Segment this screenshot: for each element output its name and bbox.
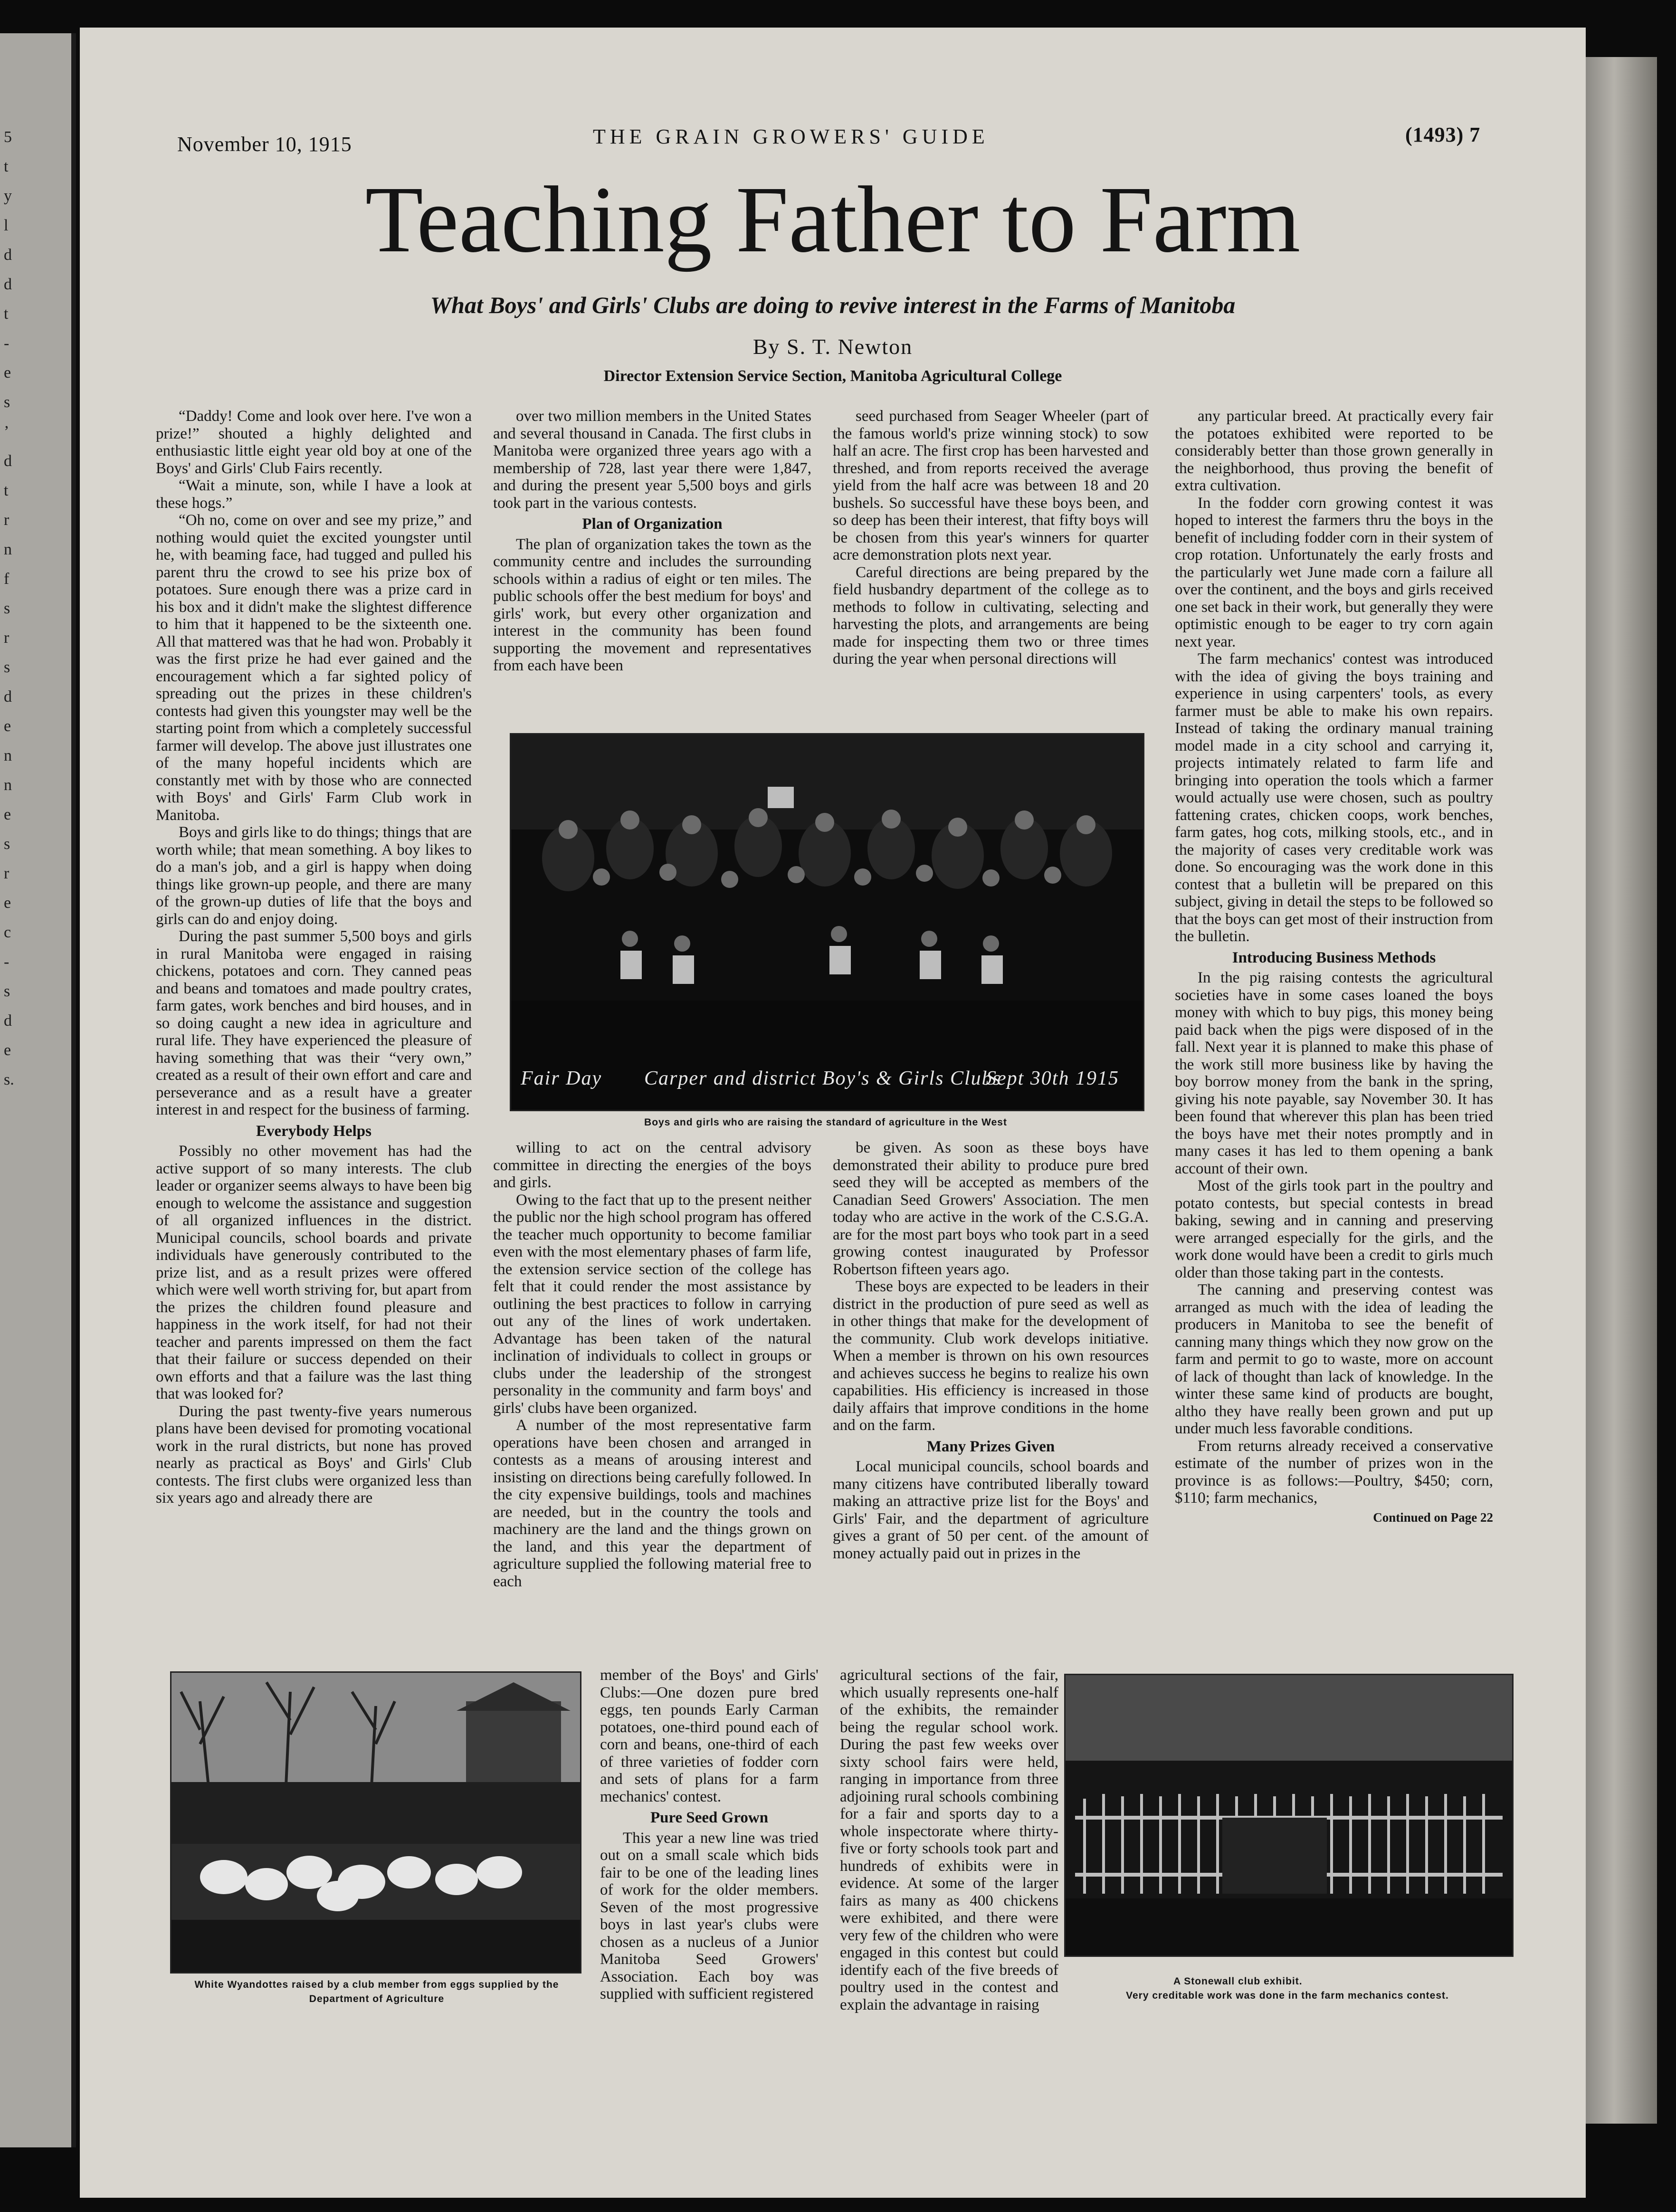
article-column-2-lower	[493, 1139, 811, 1667]
chickens-image	[171, 1673, 580, 1972]
paragraph: over two million members in the United States and several thousand in Canada. The first clubs in Manitoba were organized three years ago with a membership of 728, last year there were 1,847, and during the present year 5,500 boys and girls took part in the various contests.	[493, 408, 811, 512]
adjacent-page-fragment: n	[4, 541, 12, 558]
paragraph: member of the Boys' and Girls' Clubs:—One dozen pure bred eggs, ten pounds Early Carman potatoes, one-third pound each of corn and beans, one-third of each of three varieties of fodder corn and sets of plans for a farm mechanics' contest.	[600, 1667, 819, 1805]
paragraph: any particular breed. At practically every fair the potatoes exhibited were reported to be considerably better than those grown generally in the neighborhood, thus proving the benefit of extra cultivation.	[1175, 408, 1493, 494]
headline: Teaching Father to Farm	[365, 167, 1301, 272]
paragraph: seed purchased from Seager Wheeler (part of the famous world's prize winning stock) to sow half an acre. The first crop has been harvested and threshed, and from reports received the average yield from the half acre was between 18 and 20 bushels. So successful have these boys been, and so deep has been their interest, that fifty boys will be chosen from this year's winners for quarter acre demonstration plots next year.	[833, 408, 1149, 563]
section-heading: Plan of Organization	[582, 515, 723, 533]
adjacent-page-fragment: ’	[4, 423, 10, 440]
paragraph: Most of the girls took part in the poultry and potato contests, but special contests in bread baking, sewing and in canning and preserving were arranged especially for the girls, and the work done would have been a credit to girls much older than those taking part in the contests.	[1175, 1177, 1493, 1281]
paragraph: Local municipal councils, school boards and many citizens have contributed liberally toward making an attractive prize list for the Boys' and Girls' Fair, and the department of agriculture gives a grant of 50 per cent. of the amount of money actually paid out in prizes in the	[833, 1458, 1149, 1562]
adjacent-page-fragment: r	[4, 629, 10, 647]
issue-date: November 10, 1915	[177, 133, 352, 156]
adjacent-page-fragment: f	[4, 570, 10, 588]
adjacent-page-fragment: r	[4, 511, 10, 529]
page-number: (1493) 7	[1405, 123, 1481, 146]
paragraph: Owing to the fact that up to the present neither the public nor the high school program has offered the teacher much opportunity to become familiar even with the most elementary phases of farm life, the extension service section of the college has felt that it could render the most assistance by outlining the best practices to follow in carrying out any of the lines of work undertaken. Advantage has been taken of the natural inclination of individuals to collect in groups or clubs under the leadership of the strongest personality in the community and farm boys' and girls' clubs have been organized.	[493, 1191, 811, 1417]
paragraph: The farm mechanics' contest was introduced with the idea of giving the boys training and experience in using carpenters' tools, as every farmer must be able to make his own repairs. Instead of taking the ordinary manual training model made in a city school and carrying it, projects intimately related to farm life and bringing into operation the tools which a farmer would actually use were chosen, such as poultry fattening crates, chicken coops, work benches, farm gates, hog cots, milking stools, etc., and in the majority of cases very creditable work was done. So encouraging was the work done in this contest that a bulletin will be prepared on this subject, giving in detail the steps to be followed so that the boys can get most of their instruction from the bulletin.	[1175, 650, 1493, 945]
paragraph: be given. As soon as these boys have demonstrated their ability to produce pure bred seed they will be accepted as members of the Canadian Seed Growers' Association. The men today who are active in the work of the C.S.G.A. are for the most part boys who took part in a seed growing contest inaugurated by Professor Robertson fifteen years ago.	[833, 1139, 1149, 1278]
stonewall-caption-line-1: A Stonewall club exhibit.	[1173, 1976, 1303, 1987]
stonewall-exhibit-photo	[1064, 1674, 1514, 1957]
article-column-4	[1175, 408, 1493, 1845]
paragraph: The plan of organization takes the town as the community centre and includes the surrounding schools within a radius of eight or ten miles. The public schools offer the best medium for boys' and girls' work, but every other organization and interest in the community has been found supporting the movement and representatives from each have been	[493, 535, 811, 674]
paragraph: “Daddy! Come and look over here. I've won a prize!” shouted a highly delighted and enthusiastic little eight year old boy at one of the Boys' and Girls' Club Fairs recently.	[156, 408, 472, 477]
adjacent-page-fragment: n	[4, 747, 12, 764]
club-group-photo	[510, 733, 1144, 1111]
adjacent-page-fragment: c	[4, 924, 11, 941]
paragraph: A number of the most representative farm operations have been chosen and arranged in contests as a means of arousing interest and insisting on directions being carefully followed. In the city expensive buildings, tools and machines are needed, but in the country the tools and machinery are the land and the things grown on the land, and this year the department of agriculture supplied the following material free to each	[493, 1417, 811, 1590]
adjacent-page-strip	[0, 33, 76, 2147]
adjacent-page-fragment: -	[4, 953, 10, 971]
photo-inscription-left: Fair Day	[521, 1068, 602, 1089]
adjacent-page-fragment: t	[4, 158, 9, 175]
adjacent-page-fragment: s.	[4, 1071, 14, 1088]
exhibit-image	[1066, 1675, 1512, 1955]
adjacent-page-fragment: d	[4, 276, 12, 293]
adjacent-page-fragment: 5	[4, 128, 12, 146]
paragraph: “Wait a minute, son, while I have a look at these hogs.”	[156, 477, 472, 512]
paragraph: Boys and girls like to do things; things that are worth while; that mean something. A boy likes to do a man's job, and a girl is happy when doing things like grown-up people, and there are many of the grown-up duties of life that the boys and girls can do and enjoy doing.	[156, 824, 472, 928]
adjacent-page-fragment: y	[4, 187, 12, 205]
group-photo-image	[511, 734, 1143, 1110]
adjacent-page-fragment: n	[4, 776, 12, 794]
paragraph: In the fodder corn growing contest it was hoped to interest the farmers thru the boys in the benefit of including fodder corn in their system of crop rotation. Unfortunately the early frosts and the particularly wet June made corn a failure all over the continent, and the boys and girls received one set back in their work, but generally they were optimistic enough to be eager to try corn again next year.	[1175, 494, 1493, 650]
paragraph: The canning and preserving contest was arranged as much with the idea of leading the producers in Manitoba to see the benefit of canning many things which they now grow on the farm and permit to go to waste, more on account of lack of thought than lack of knowledge. In the winter these same kind of products are bought, altho they have really been grown and put up under much less favorable conditions.	[1175, 1281, 1493, 1437]
adjacent-page-fragment: l	[4, 217, 9, 234]
adjacent-page-fragment: s	[4, 600, 10, 617]
photo-inscription-center: Carper and district Boy's & Girls Clubs	[644, 1068, 1002, 1089]
paragraph: In the pig raising contests the agricultural societies have in some cases loaned the boys money with which to buy pigs, this money being paid back when the pigs were disposed of in the fall. Next year it is planned to make this phase of the work still more business like by having the boy borrow money from the bank in the spring, giving his note payable, say November 30. It has been found that wherever this plan has been tried the boys have met their notes promptly and in many cases it has led to them opening a bank account of their own.	[1175, 969, 1493, 1177]
next-page-edge	[1586, 57, 1657, 2124]
adjacent-page-fragment: e	[4, 894, 11, 912]
publication-title: THE GRAIN GROWERS' GUIDE	[593, 125, 989, 148]
wyandottes-photo	[170, 1671, 581, 1974]
paragraph: agricultural sections of the fair, which usually represents one-half of the exhibits, the remainder being the regular school work. During the past few weeks over sixty school fairs were held, ranging in importance from three adjoining rural schools combining for a fair and sports day to a whole inspectorate where thirty-five or forty schools took part and hundreds of exhibits were in evidence. At some of the larger fairs as many as 400 chickens were exhibited, and there were very few of the children who were engaged in this contest but could identify each of the five breeds of poultry used in the contest and explain the advantage in raising	[840, 1667, 1058, 2013]
paragraph: willing to act on the central advisory committee in directing the energies of the boys and girls.	[493, 1139, 811, 1191]
paragraph: “Oh no, come on over and see my prize,” and nothing would quiet the excited youngster until he, with beaming face, had tugged and pulled his parent thru the crowd to see his prize box of potatoes. Sure enough there was a prize card in his box and it didn't make the slightest difference to him that it happened to be the sixteenth one. All that mattered was that he had won. Probably it was the first prize he had ever gained and the encouragement which a far sighted policy of spreading out the prizes in these children's contests had given this youngster may well be the starting point from which a completely successful farmer will develop. The above just illustrates one of the many hopeful incidents which are constantly met with by those who are connected with Boys' and Girls' Farm Club work in Manitoba.	[156, 512, 472, 824]
paragraph: This year a new line was tried out on a small scale which bids fair to be one of the leading lines of work for the older members. Seven of the most progressive boys in last year's clubs were chosen as a nucleus of a Junior Manitoba Seed Growers' Association. Each boy was supplied with sufficient registered	[600, 1829, 819, 2002]
stonewall-caption-line-2: Very creditable work was done in the farm mechanics contest.	[1126, 1990, 1449, 2001]
adjacent-page-fragment: d	[4, 246, 12, 264]
section-heading: Many Prizes Given	[926, 1438, 1055, 1455]
adjacent-page-fragment: d	[4, 688, 12, 706]
paragraph: During the past summer 5,500 boys and girls in rural Manitoba were engaged in raising chickens, potatoes and corn. They canned peas and beans and tomatoes and made poultry crates, farm gates, work benches and bird houses, and in so doing caught a new idea in agriculture and rural life. They have experienced the pleasure of having something that was their “very own,” created as a result of their own effort and care and perseverance and as a result have a greater interest in and respect for the business of farming.	[156, 928, 472, 1118]
continued-note: Continued on Page 22	[1373, 1510, 1493, 1525]
subheadline: What Boys' and Girls' Clubs are doing to revive interest in the Farms of Manitoba	[430, 292, 1236, 318]
paragraph: From returns already received a conservative estimate of the number of prizes won in the province is as follows:—Poultry, $450; corn, $110; farm mechanics,	[1175, 1437, 1493, 1506]
photo-caption: Boys and girls who are raising the standard of agriculture in the West	[644, 1117, 1007, 1128]
section-heading: Everybody Helps	[256, 1122, 371, 1140]
paragraph: Possibly no other movement has had the active support of so many interests. The club leader or organizer seems always to have been big enough to welcome the assistance and suggestion of all organized influences in the district. Municipal councils, school boards and private individuals have generously contributed to the prize list, and as a result prizes were offered which were well worth striving for, but apart from the prizes the children found pleasure and happiness in the work itself, for had not their teacher and parents impressed on them the fact that their failure or success depended on their own efforts and that a failure was the last thing that was looked for?	[156, 1143, 472, 1402]
adjacent-page-fragment: d	[4, 452, 12, 470]
adjacent-page-fragment: d	[4, 1012, 12, 1030]
adjacent-page-fragment: t	[4, 305, 9, 323]
article-column-2	[493, 408, 811, 738]
article-column-1	[156, 408, 472, 1838]
adjacent-page-fragment: e	[4, 717, 11, 735]
byline: By S. T. Newton	[752, 334, 913, 359]
adjacent-page-fragment: e	[4, 806, 11, 823]
newspaper-page	[80, 28, 1586, 2198]
adjacent-page-fragment: s	[4, 658, 10, 676]
adjacent-page-fragment: s	[4, 835, 10, 853]
photo-inscription-right: Sept 30th 1915	[986, 1068, 1119, 1089]
adjacent-page-fragment: r	[4, 865, 10, 882]
adjacent-page-fragment: -	[4, 334, 10, 352]
article-column-narrow-1	[600, 1667, 819, 2198]
paragraph: Careful directions are being prepared by the field husbandry department of the college as to methods to follow in cultivating, selecting and harvesting the plots, and arrangements are being made for inspecting them two or three times during the year when personal directions will	[833, 563, 1149, 667]
adjacent-page-fragment: e	[4, 364, 11, 381]
section-heading: Introducing Business Methods	[1232, 949, 1436, 966]
adjacent-page-fragment: s	[4, 982, 10, 1000]
article-column-3-lower	[833, 1139, 1149, 1667]
article-column-narrow-2	[840, 1667, 1058, 2198]
paragraph: During the past twenty-five years numerous plans have been devised for promoting vocational work in the rural districts, but none has proved nearly as practical as Boys' and Girls' Club contests. The first clubs were organized less than six years ago and already there are	[156, 1402, 472, 1506]
adjacent-page-fragment: t	[4, 482, 9, 499]
article-column-3	[833, 408, 1149, 738]
section-heading: Pure Seed Grown	[650, 1809, 769, 1826]
adjacent-page-fragment: s	[4, 393, 10, 411]
author-title: Director Extension Service Section, Manitoba Agricultural College	[603, 367, 1062, 385]
paragraph: These boys are expected to be leaders in their district in the production of pure seed as well as in other things that make for the development of the community. Club work develops initiative. When a member is thrown on his own resources and achieves success he begins to realize his own capabilities. His efficiency is increased in those daily affairs that improve conditions in the home and on the farm.	[833, 1278, 1149, 1434]
adjacent-page-fragment: e	[4, 1041, 11, 1059]
wyandottes-caption: White Wyandottes raised by a club member from eggs supplied by the Department of Agriculture	[194, 1979, 559, 2004]
